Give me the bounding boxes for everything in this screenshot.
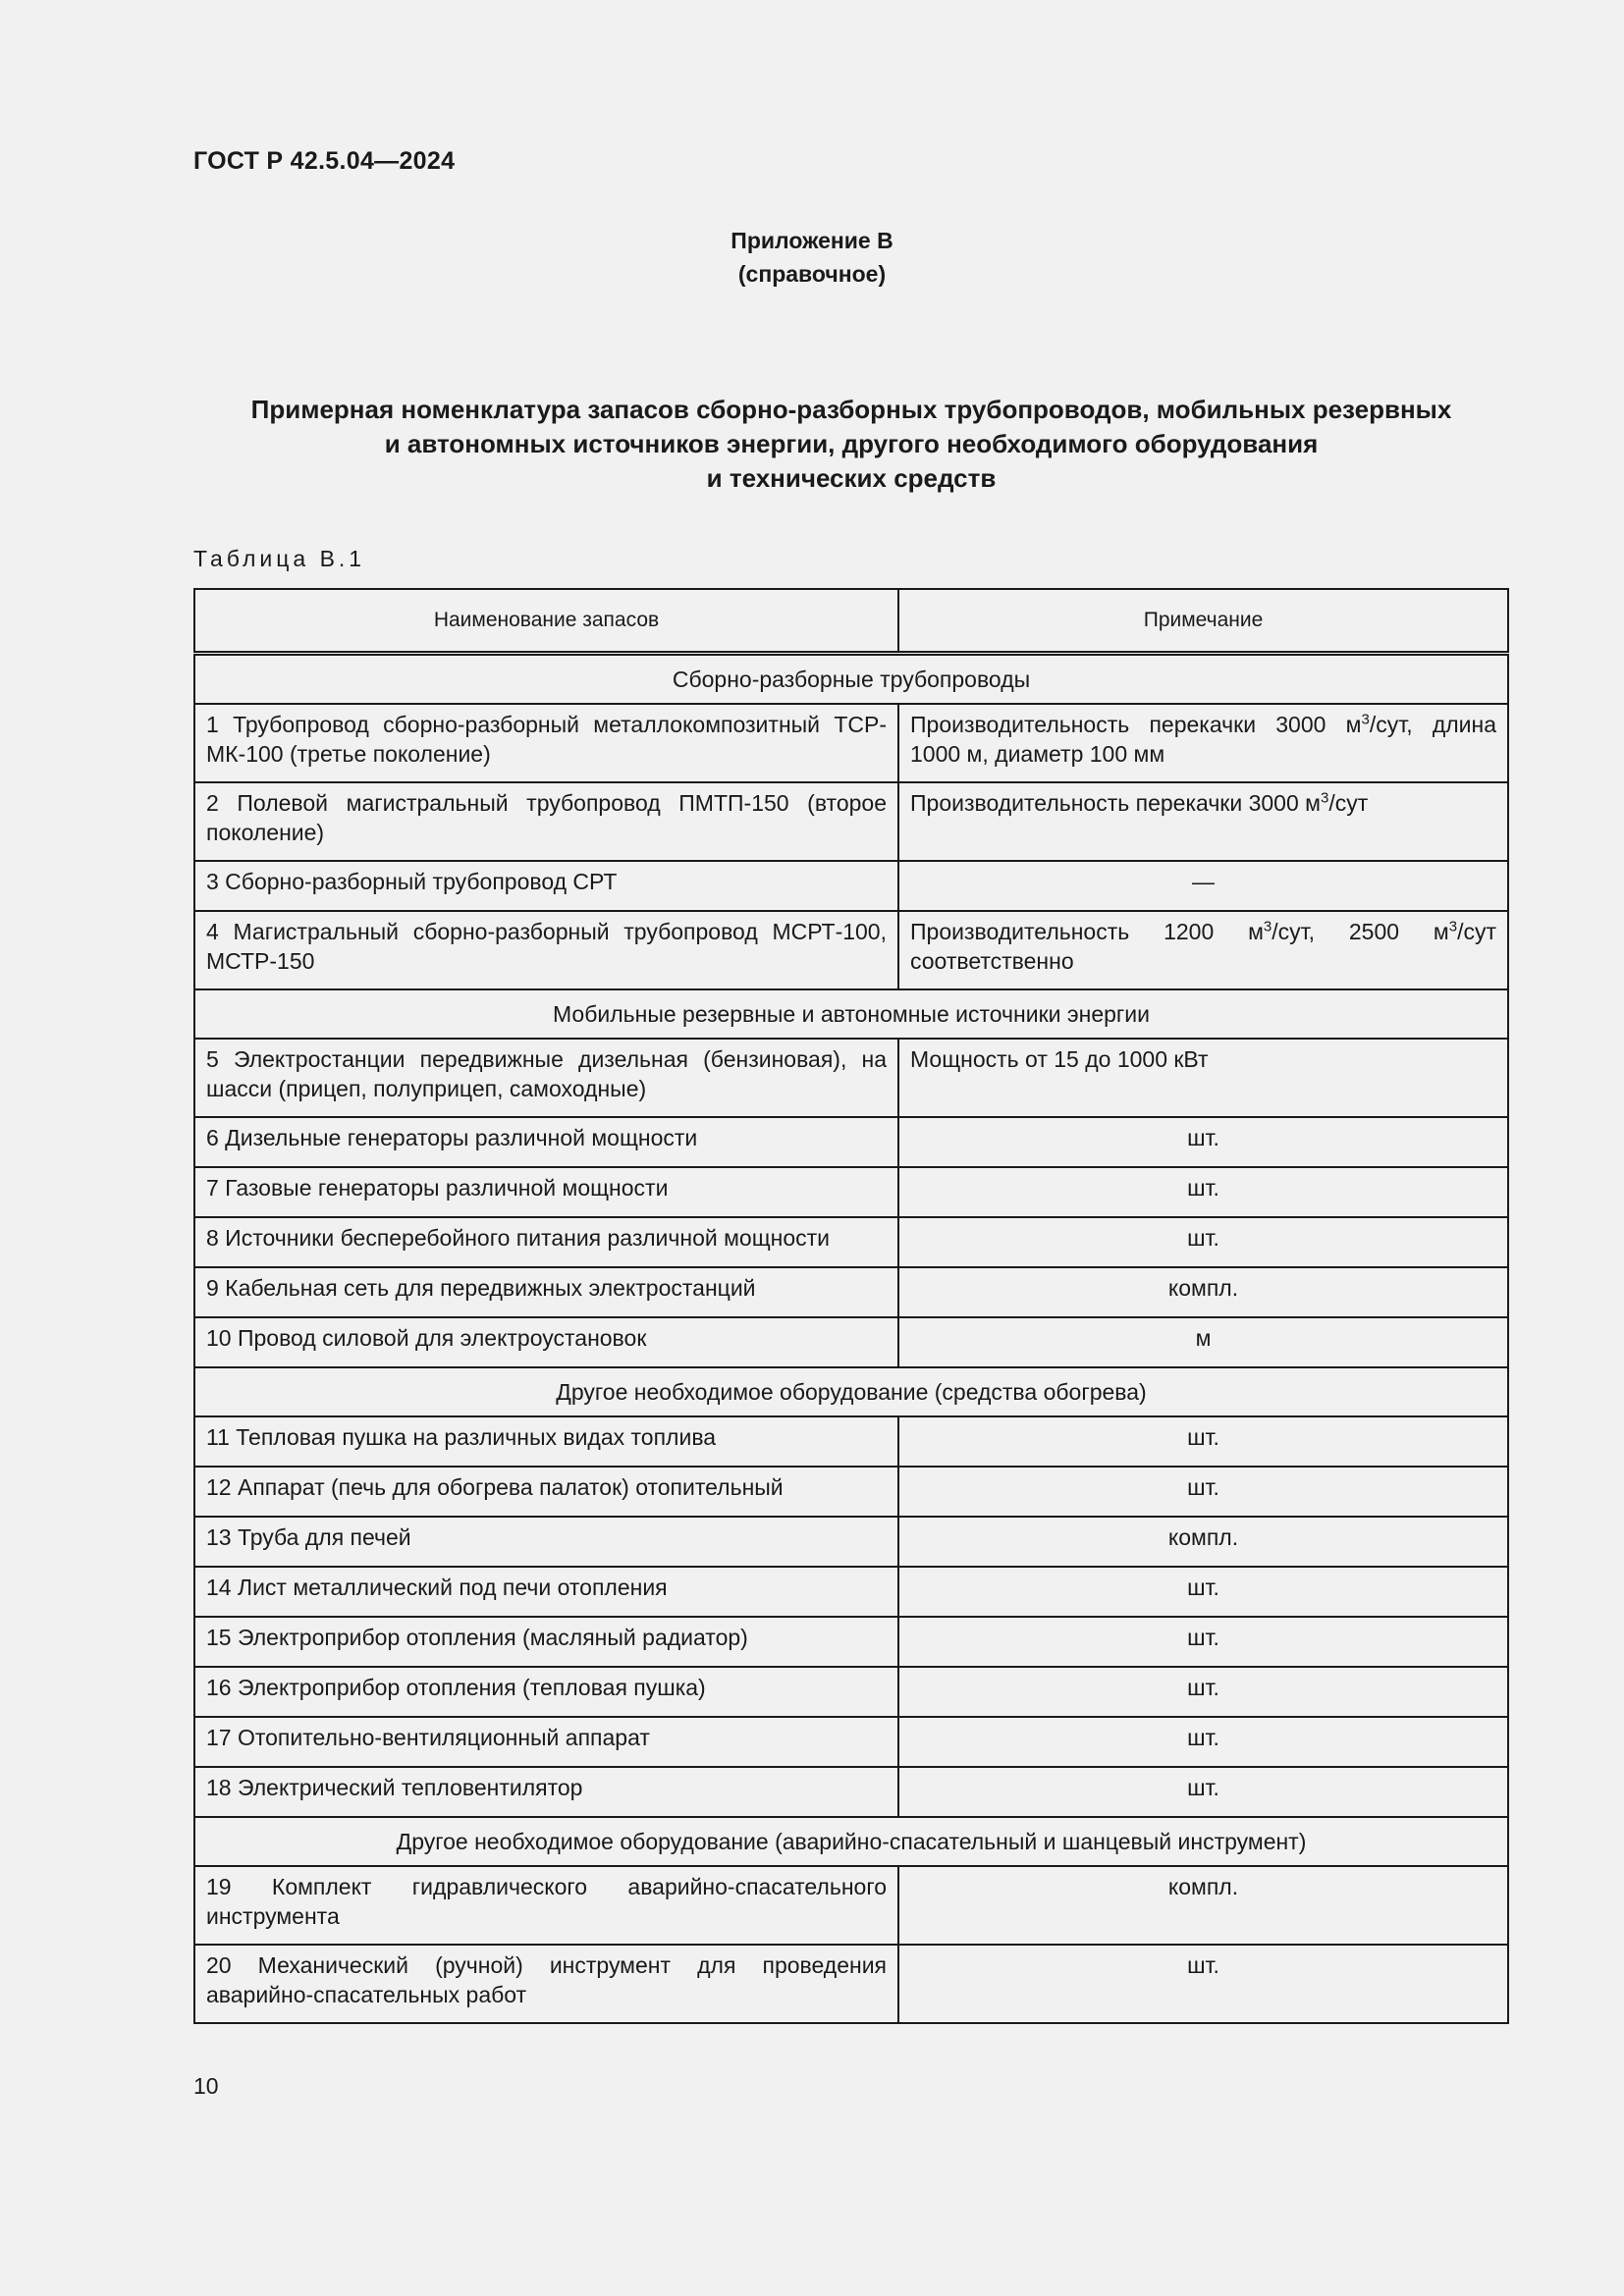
item-name: 2 Полевой магистральный трубопровод ПМТП-150 (второе поколение): [194, 782, 898, 861]
title-line: и технических средств: [706, 463, 997, 493]
table-row: [194, 782, 1508, 861]
table-row: [194, 1667, 1508, 1717]
item-name: 4 Магистральный сборно-разборный трубопровод МСРТ-100, МСТР-150: [194, 911, 898, 989]
item-note: м: [898, 1317, 1508, 1367]
table-row: [194, 1217, 1508, 1267]
table-row: [194, 1567, 1508, 1617]
item-note: компл.: [898, 1517, 1508, 1567]
table-row: [194, 1717, 1508, 1767]
table-row: [194, 1267, 1508, 1317]
header-note: Примечание: [898, 589, 1508, 654]
item-note: шт.: [898, 1717, 1508, 1767]
item-note: шт.: [898, 1567, 1508, 1617]
item-name: 6 Дизельные генераторы различной мощности: [194, 1117, 898, 1167]
item-name: 14 Лист металлический под печи отопления: [194, 1567, 898, 1617]
item-note: Производительность перекачки 3000 $м^3$/сут, длина 1000 м, диаметр 100 мм: [898, 704, 1508, 782]
appendix-heading: [0, 224, 1624, 291]
section-row: [194, 1367, 1508, 1416]
item-note: Мощность от 15 до 1000 кВт: [898, 1039, 1508, 1117]
item-name: 5 Электростанции передвижные дизельная (бензиновая), на шасси (прицеп, полуприцеп, самоходные): [194, 1039, 898, 1117]
table-row: [194, 1617, 1508, 1667]
table-row: [194, 1317, 1508, 1367]
table-row: [194, 704, 1508, 782]
title-line: и автономных источников энергии, другого необходимого оборудования: [384, 429, 1319, 458]
item-note: Производительность перекачки 3000 $м^3$/сут: [898, 782, 1508, 861]
item-name: 8 Источники бесперебойного питания различной мощности: [194, 1217, 898, 1267]
item-note: шт.: [898, 1167, 1508, 1217]
item-name: 9 Кабельная сеть для передвижных электростанций: [194, 1267, 898, 1317]
item-name: 19 Комплект гидравлического аварийно-спасательного инструмента: [194, 1866, 898, 1945]
table-header-row: [194, 589, 1508, 654]
appendix-title: Приложение В: [731, 228, 893, 253]
table-row: [194, 1117, 1508, 1167]
item-note: шт.: [898, 1217, 1508, 1267]
table-row: [194, 1167, 1508, 1217]
item-note: Производительность 1200 $м^3$/сут, 2500 $м^3$/сут соответственно: [898, 911, 1508, 989]
item-name: 1 Трубопровод сборно-разборный металлокомпозитный ТСР-МК-100 (третье поколение): [194, 704, 898, 782]
item-note: шт.: [898, 1416, 1508, 1467]
item-note: шт.: [898, 1467, 1508, 1517]
section-title: Другое необходимое оборудование (аварийно-спасательный и шанцевый инструмент): [194, 1817, 1508, 1866]
item-name: 16 Электроприбор отопления (тепловая пушка): [194, 1667, 898, 1717]
item-note: компл.: [898, 1267, 1508, 1317]
page-number: 10: [193, 2073, 219, 2099]
section-row: [194, 989, 1508, 1039]
section-title: Мобильные резервные и автономные источники энергии: [194, 989, 1508, 1039]
table-row: [194, 1517, 1508, 1567]
item-note: шт.: [898, 1767, 1508, 1817]
appendix-subtitle: (справочное): [737, 261, 887, 287]
table-row: [194, 1039, 1508, 1117]
table-row: [194, 1866, 1508, 1945]
section-row: [194, 654, 1508, 705]
item-name: 12 Аппарат (печь для обогрева палаток) отопительный: [194, 1467, 898, 1517]
item-name: 7 Газовые генераторы различной мощности: [194, 1167, 898, 1217]
item-note: компл.: [898, 1866, 1508, 1945]
section-title: Сборно-разборные трубопроводы: [194, 654, 1508, 705]
item-note: шт.: [898, 1667, 1508, 1717]
item-name: 20 Механический (ручной) инструмент для проведения аварийно-спасательных работ: [194, 1945, 898, 2023]
item-name: 15 Электроприбор отопления (масляный радиатор): [194, 1617, 898, 1667]
item-note: шт.: [898, 1617, 1508, 1667]
section-row: [194, 1817, 1508, 1866]
item-name: 18 Электрический тепловентилятор: [194, 1767, 898, 1817]
header-name: Наименование запасов: [194, 589, 898, 654]
table-row: [194, 1945, 1508, 2023]
section-title: Другое необходимое оборудование (средства обогрева): [194, 1367, 1508, 1416]
document-title: [193, 393, 1509, 496]
item-name: 11 Тепловая пушка на различных видах топлива: [194, 1416, 898, 1467]
item-note: шт.: [898, 1945, 1508, 2023]
table-row: [194, 911, 1508, 989]
item-note: шт.: [898, 1117, 1508, 1167]
document-code: ГОСТ Р 42.5.04—2024: [193, 147, 456, 175]
inventory-table: [193, 588, 1509, 2024]
table-caption: Таблица В.1: [193, 546, 366, 571]
table-row: [194, 1467, 1508, 1517]
item-name: 10 Провод силовой для электроустановок: [194, 1317, 898, 1367]
title-line: Примерная номенклатура запасов сборно-разборных трубопроводов, мобильных резервных: [250, 395, 1452, 424]
item-name: 13 Труба для печей: [194, 1517, 898, 1567]
item-name: 17 Отопительно-вентиляционный аппарат: [194, 1717, 898, 1767]
item-note: —: [898, 861, 1508, 911]
table-row: [194, 861, 1508, 911]
table-row: [194, 1767, 1508, 1817]
item-name: 3 Сборно-разборный трубопровод СРТ: [194, 861, 898, 911]
table-row: [194, 1416, 1508, 1467]
